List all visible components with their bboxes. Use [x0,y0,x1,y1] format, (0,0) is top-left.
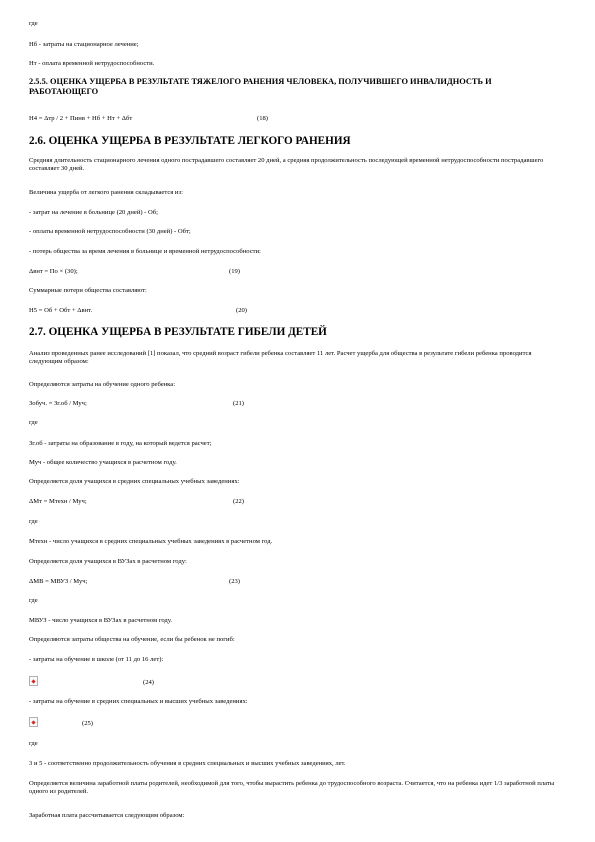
equation-21-number: (21) [233,400,244,407]
text-education-costs-if-alive: Определяются затраты общества на обучение, если бы ребенок не погиб: [29,636,235,643]
bullet-hospital-cost: - затрат на лечение в больнице (20 дней) - Об; [29,209,158,216]
equation-20: Н5 = Об + Обт + Δвнт. [29,307,93,314]
text-vuz-share: Определяется доля учащихся в ВУЗах в расчетном году: [29,558,187,565]
equation-18: Н4 = Δтр / 2 + Пинв + Нб + Нт + Δбт [29,115,133,122]
paragraph-2-7: Анализ проведенных ранее исследований [1] показал, что средний возраст гибели ребенка составляет 11 лет. Расчет ущерба для общества в результате гибели ребенка проводится следующим образом: [29,350,532,365]
broken-image-icon [29,676,38,686]
equation-22: ΔМт = Мтехн / Муч; [29,498,87,505]
equation-23-number: (23) [229,578,240,585]
definition-nb: Нб - затраты на стационарное лечение; [29,41,139,48]
text-where: где [29,518,38,525]
bullet-society-loss: - потерь общества за время лечения в больнице и временной нетрудоспособности: [29,248,261,255]
definition-nt: Нт - оплата временной нетрудоспособности. [29,60,155,67]
section-heading-2-7: 2.7. ОЦЕНКА УЩЕРБА В РЕЗУЛЬТАТЕ ГИБЕЛИ ДЕТЕЙ [29,326,327,338]
definition-much: Муч - общее количество учащихся в расчетном году. [29,459,177,466]
section-heading-2-5-5: 2.5.5. ОЦЕНКА УЩЕРБА В РЕЗУЛЬТАТЕ ТЯЖЕЛОГО РАНЕНИЯ ЧЕЛОВЕКА, ПОЛУЧИВШЕГО ИНВАЛИДНОСТЬ И РАБОТАЮЩЕГО [29,77,492,96]
equation-21: Зобуч. = Зг.об / Муч; [29,400,87,407]
paragraph-2-6: Средняя длительность стационарного лечения одного пострадавшего составляет 20 дней, а средняя продолжительность последующей временной нетрудоспособности пострадавшего составляет 30 дней. [29,157,544,172]
text-salary-calculation: Заработная плата рассчитывается следующим образом: [29,812,185,819]
text-where: где [29,740,38,747]
definition-zgob: Зг.об - затраты на образование в году, на который ведется расчет; [29,440,212,447]
definition-mvuz: МВУЗ - число учащихся в ВУЗах в расчетном году. [29,617,173,624]
equation-23: ΔМВ = МВУЗ / Муч; [29,578,88,585]
text-total-losses: Суммарные потери общества составляют: [29,287,147,294]
equation-22-number: (22) [233,498,244,505]
definition-mtekhn: Мтехн - число учащихся в средних специальных учебных заведениях в расчетном год. [29,538,273,545]
equation-24-number: (24) [143,679,154,686]
text-where: где [29,419,38,426]
text-tech-share: Определяется доля учащихся в средних специальных учебных заведениях: [29,478,240,485]
equation-19-number: (19) [229,268,240,275]
equation-20-number: (20) [236,307,247,314]
text-where: где [29,20,38,27]
paragraph-parents-salary: Определяется величина заработной платы родителей, необходимой для того, чтобы вырастить ребенка до трудоспособного возраста. Считается, что на ребенка идет 1/3 заработной платы одного из родителей. [29,780,555,795]
bullet-school-cost: - затраты на обучение в школе (от 11 до 16 лет): [29,656,164,663]
text-education-cost: Определяются затраты на обучение одного ребенка: [29,381,176,388]
equation-25-number: (25) [82,720,93,727]
section-heading-2-6: 2.6. ОЦЕНКА УЩЕРБА В РЕЗУЛЬТАТЕ ЛЕГКОГО РАНЕНИЯ [29,135,351,147]
text-where: где [29,597,38,604]
text-damage-composition: Величина ущерба от легкого ранения складывается из: [29,189,183,196]
equation-19: Δвнт = По × (30); [29,268,78,275]
broken-image-icon [29,717,38,727]
bullet-disability-pay: - оплаты временной нетрудоспособности (30 дней) - Обт; [29,228,191,235]
definition-study-years: 3 и 5 - соответственно продолжительность обучения в средних специальных и высших учебных заведениях, лет. [29,760,346,767]
bullet-higher-education-cost: - затраты на обучение в средних специальных и высших учебных заведениях: [29,698,248,705]
equation-18-number: (18) [257,115,268,122]
